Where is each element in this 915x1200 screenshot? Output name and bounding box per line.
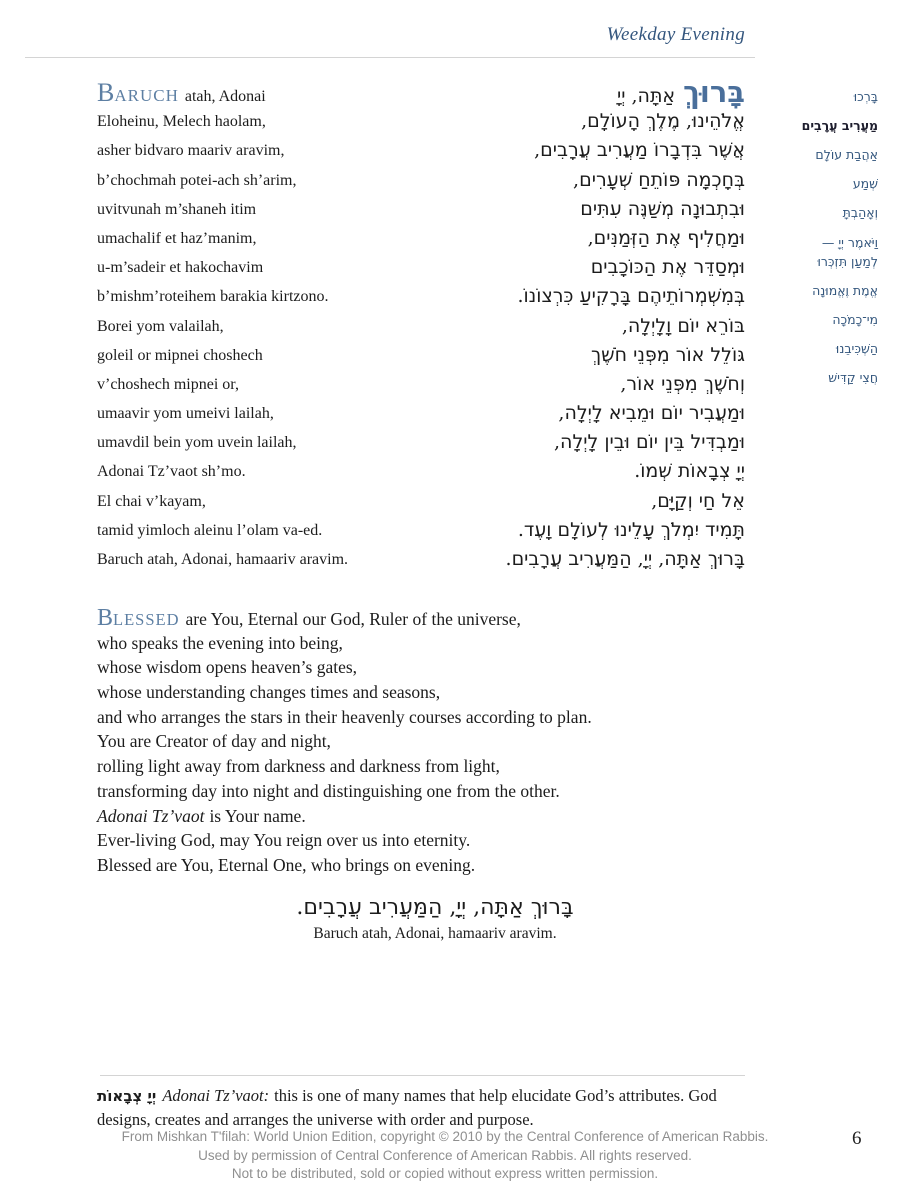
translit-line: b’mishm’roteihem barakia kirtzono. bbox=[97, 288, 329, 306]
translit-line: b’chochmah potei-ach sh’arim, bbox=[97, 171, 297, 189]
hebrew-line: תָּמִיד יִמְלֹךְ עָלֵינוּ לְעוֹלָם וָעֶד. bbox=[517, 518, 745, 541]
page-number: 6 bbox=[852, 1128, 862, 1149]
translit-line-text: atah, Adonai bbox=[184, 88, 266, 105]
footnote-hebrew: יְיָ צְבָאוֹת bbox=[97, 1087, 157, 1105]
translit-line: uvitvunah m’shaneh itim bbox=[97, 200, 257, 218]
hebrew-lead-word: בָּרוּךְ bbox=[683, 75, 745, 109]
transliteration-column bbox=[97, 78, 397, 574]
hebrew-line: בְּמִשְׁמְרוֹתֵיהֶם בָּרָקִיעַ כִּרְצוֹנוֹ. bbox=[517, 285, 745, 308]
copyright-notice bbox=[0, 1128, 890, 1184]
translation-line: rolling light away from darkness and darkness from light, bbox=[97, 756, 500, 777]
footnote-rule bbox=[100, 1075, 745, 1076]
hebrew-line: יְיָ צְבָאוֹת שְׁמוֹ. bbox=[634, 460, 745, 483]
hebrew-line bbox=[390, 75, 745, 109]
sidebar-item-shma[interactable]: שְׁמַע bbox=[852, 176, 878, 191]
translit-line: goleil or mipnei choshech bbox=[97, 346, 263, 364]
translit-line: Borei yom valailah, bbox=[97, 317, 224, 335]
translit-line bbox=[97, 78, 397, 107]
translation-smallcaps: LESSED bbox=[113, 610, 180, 629]
sidebar-item-chatzi-kaddish[interactable]: חֲצִי קַדִּישׁ bbox=[828, 370, 878, 385]
translation-line: and who arranges the stars in their heavenly courses according to plan. bbox=[97, 706, 592, 727]
footnote-text: this is one of many names that help elucidate God’s attributes. God designs, creates and arranges the universe with order and purpose. bbox=[97, 1086, 717, 1129]
translation-line: whose understanding changes times and seasons, bbox=[97, 682, 441, 703]
translit-line: v’choshech mipnei or, bbox=[97, 375, 239, 393]
translit-line: El chai v’kayam, bbox=[97, 492, 206, 510]
translation-line-text: is Your name. bbox=[209, 805, 306, 826]
translit-line: umavdil bein yom uvein lailah, bbox=[97, 434, 297, 452]
hebrew-line: אֲשֶׁר בִּדְבָרוֹ מַעֲרִיב עֲרָבִים, bbox=[534, 139, 745, 162]
translit-dropcap: B bbox=[97, 78, 115, 107]
copyright-line: Not to be distributed, sold or copied without express written permission. bbox=[231, 1166, 659, 1181]
sidebar-item-label: וַיֹּאמֶר יְיָ — bbox=[821, 235, 878, 250]
hebrew-line: וּמַעֲבִיר יוֹם וּמֵבִיא לָיְלָה, bbox=[558, 402, 745, 425]
hebrew-line: וְחֹשֶׁךְ מִפְּנֵי אוֹר, bbox=[620, 372, 745, 395]
translation-line: whose wisdom opens heaven’s gates, bbox=[97, 657, 358, 678]
hebrew-line: בּוֹרֵא יוֹם וָלָיְלָה, bbox=[621, 314, 745, 337]
copyright-line: Used by permission of Central Conference of American Rabbis. All rights reserved. bbox=[198, 1147, 692, 1163]
sidebar-item-ahavat-olam[interactable]: אַהֲבַת עוֹלָם bbox=[815, 147, 878, 162]
translit-line: u-m’sadeir et hakochavim bbox=[97, 259, 264, 277]
translit-line: Adonai Tz’vaot sh’mo. bbox=[97, 463, 246, 481]
sidebar-item-vayomer[interactable] bbox=[728, 233, 878, 271]
hebrew-line: אֵל חַי וְקַיָּם, bbox=[651, 489, 745, 512]
english-translation bbox=[97, 606, 737, 878]
sidebar-item-mi-chamochah[interactable]: מִי־כָמֹכָה bbox=[832, 312, 878, 327]
header-rule bbox=[25, 57, 755, 58]
benediction-transliteration: Baruch atah, Adonai, hamaariv aravim. bbox=[313, 925, 557, 942]
translation-line bbox=[97, 606, 737, 631]
translation-dropcap: B bbox=[97, 605, 114, 631]
hebrew-line: וּמַחֲלִיף אֶת הַזְּמַנִּים, bbox=[587, 226, 745, 249]
hebrew-column bbox=[390, 75, 745, 574]
hebrew-line: בְּחָכְמָה פּוֹתֵחַ שְׁעָרִים, bbox=[573, 168, 745, 191]
closing-benediction bbox=[135, 893, 735, 945]
page-title: Weekday Evening bbox=[606, 24, 745, 45]
hebrew-line-text: אַתָּה, יְיָ bbox=[616, 85, 676, 107]
translation-line: transforming day into night and distinguishing one from the other. bbox=[97, 780, 560, 801]
translation-line-text: are You, Eternal our God, Ruler of the universe, bbox=[185, 609, 521, 629]
copyright-line: From Mishkan T'filah: World Union Edition, copyright © 2010 by the Central Conference of American Rabbis. bbox=[121, 1129, 769, 1144]
translation-line: Blessed are You, Eternal One, who brings on evening. bbox=[97, 854, 476, 875]
sidebar-item-vahavta[interactable]: וְאָהַבְתָּ bbox=[842, 205, 878, 220]
translit-line: asher bidvaro maariv aravim, bbox=[97, 142, 285, 160]
hebrew-line: בָּרוּךְ אַתָּה, יְיָ, הַמַּעֲרִיב עֲרָבִים. bbox=[505, 548, 745, 570]
translit-line: umaavir yom umeivi lailah, bbox=[97, 405, 274, 423]
hebrew-line: וּמַבְדִּיל בֵּין יוֹם וּבֵין לָיְלָה, bbox=[554, 431, 745, 454]
sidebar-item-maariv-aravim[interactable]: מַעֲרִיב עֲרָבִים bbox=[801, 118, 878, 133]
sidebar-item-label: לְמַעַן תִּזְכְּרוּ bbox=[817, 254, 878, 269]
hebrew-line: וּבִתְבוּנָה מְשַׁנֶּה עִתִּים bbox=[580, 197, 745, 220]
translation-line: who speaks the evening into being, bbox=[97, 632, 343, 653]
footnote-term: Adonai Tz’vaot: bbox=[162, 1086, 270, 1105]
translation-line: Ever-living God, may You reign over us into eternity. bbox=[97, 830, 471, 851]
benediction-hebrew: בָּרוּךְ אַתָּה, יְיָ, הַמַּעֲרִיב עֲרָבִים. bbox=[296, 895, 574, 920]
divine-name-italic: Adonai Tz’vaot bbox=[97, 805, 205, 826]
translit-line: tamid yimloch aleinu l’olam va-ed. bbox=[97, 521, 323, 539]
sidebar-item-barchu[interactable]: בָּרְכוּ bbox=[853, 89, 878, 104]
section-sidebar bbox=[728, 88, 878, 398]
translit-line: Baruch atah, Adonai, hamaariv aravim. bbox=[97, 551, 349, 568]
footnote bbox=[97, 1084, 752, 1132]
sidebar-item-hashkiveinu[interactable]: הַשְׁכִּיבֵנוּ bbox=[835, 341, 878, 356]
hebrew-line: גּוֹלֵל אוֹר מִפְּנֵי חֹשֶׁךְ bbox=[590, 343, 745, 366]
translation-line: You are Creator of day and night, bbox=[97, 731, 331, 752]
hebrew-line: וּמְסַדֵּר אֶת הַכּוֹכָבִים bbox=[590, 256, 745, 279]
hebrew-line: אֱלֹהֵינוּ, מֶלֶךְ הָעוֹלָם, bbox=[581, 110, 745, 133]
sidebar-item-emet-veemunah[interactable]: אֱמֶת וֶאֱמוּנָה bbox=[812, 283, 878, 298]
translation-line bbox=[97, 804, 737, 829]
translit-line: Eloheinu, Melech haolam, bbox=[97, 113, 266, 131]
translit-smallcaps: ARUCH bbox=[114, 86, 179, 105]
translit-line: umachalif et haz’manim, bbox=[97, 229, 257, 247]
